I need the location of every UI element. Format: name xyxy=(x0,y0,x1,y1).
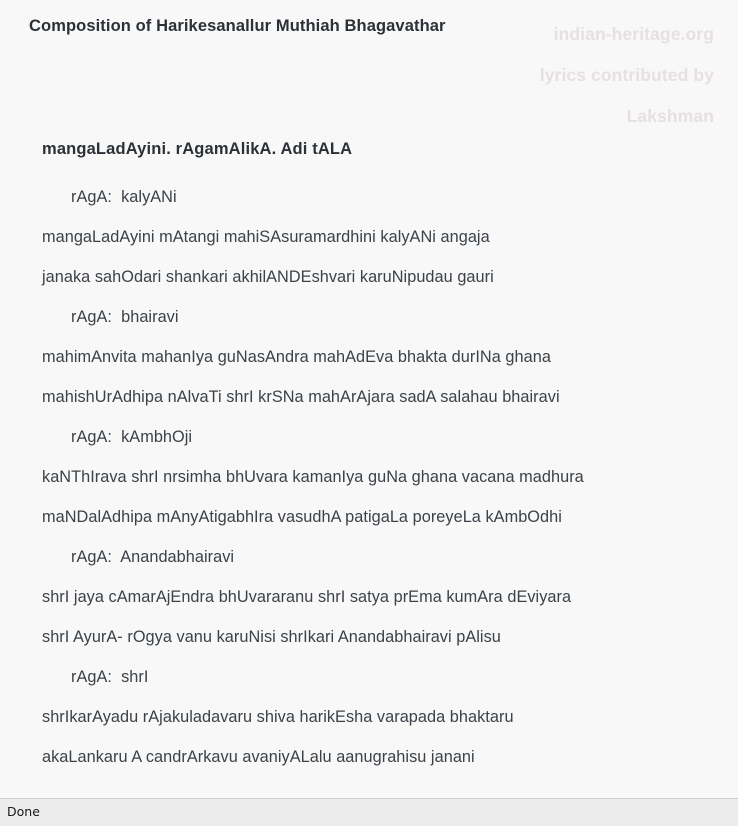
raga-label-line: rAgA: bhairavi xyxy=(71,308,179,326)
lyric-verse-line: mahimAnvita mahanIya guNasAndra mahAdEva bhakta durINa ghana xyxy=(42,348,551,366)
raga-label-line: rAgA: kalyANi xyxy=(71,188,177,206)
lyric-verse-line: shrI AyurA- rOgya vanu karuNisi shrIkari Anandabhairavi pAlisu xyxy=(42,628,501,646)
raga-label-line: rAgA: shrI xyxy=(71,668,149,686)
raga-label-line: rAgA: kAmbhOji xyxy=(71,428,193,446)
lyric-verse-line: akaLankaru A candrArkavu avaniyALalu aanugrahisu janani xyxy=(42,748,475,766)
status-bar-text: Done xyxy=(7,804,40,819)
lyric-verse-line: shrIkarAyadu rAjakuladavaru shiva harikEsha varapada bhaktaru xyxy=(42,708,514,726)
status-bar xyxy=(0,798,738,826)
lyric-verse-line: maNDalAdhipa mAnyAtigabhIra vasudhA patigaLa poreyeLa kAmbOdhi xyxy=(42,508,562,526)
song-heading: mangaLadAyini. rAgamAlikA. Adi tALA xyxy=(42,140,353,158)
lyric-verse-line: janaka sahOdari shankari akhilANDEshvari karuNipudau gauri xyxy=(42,268,494,286)
raga-label-line: rAgA: Anandabhairavi xyxy=(71,548,235,566)
lyric-verse-line: mangaLadAyini mAtangi mahiSAsuramardhini kalyANi angaja xyxy=(42,228,490,246)
watermark-line-contributor: Lakshman xyxy=(626,106,714,126)
page-title: Composition of Harikesanallur Muthiah Bhagavathar xyxy=(29,17,446,35)
composition-body xyxy=(0,140,738,777)
lyric-verse-line: shrI jaya cAmarAjEndra bhUvararanu shrI satya prEma kumAra dEviyara xyxy=(42,588,572,606)
lyric-verse-line: kaNThIrava shrI nrsimha bhUvara kamanIya guNa ghana vacana madhura xyxy=(42,468,584,486)
lyric-verse-line: mahishUrAdhipa nAlvaTi shrI krSNa mahArAjara sadA salahau bhairavi xyxy=(42,388,560,406)
watermark-line-credit: lyrics contributed by xyxy=(539,65,714,85)
lyrics-list xyxy=(0,177,738,777)
watermark-line-site: indian-heritage.org xyxy=(553,24,714,44)
